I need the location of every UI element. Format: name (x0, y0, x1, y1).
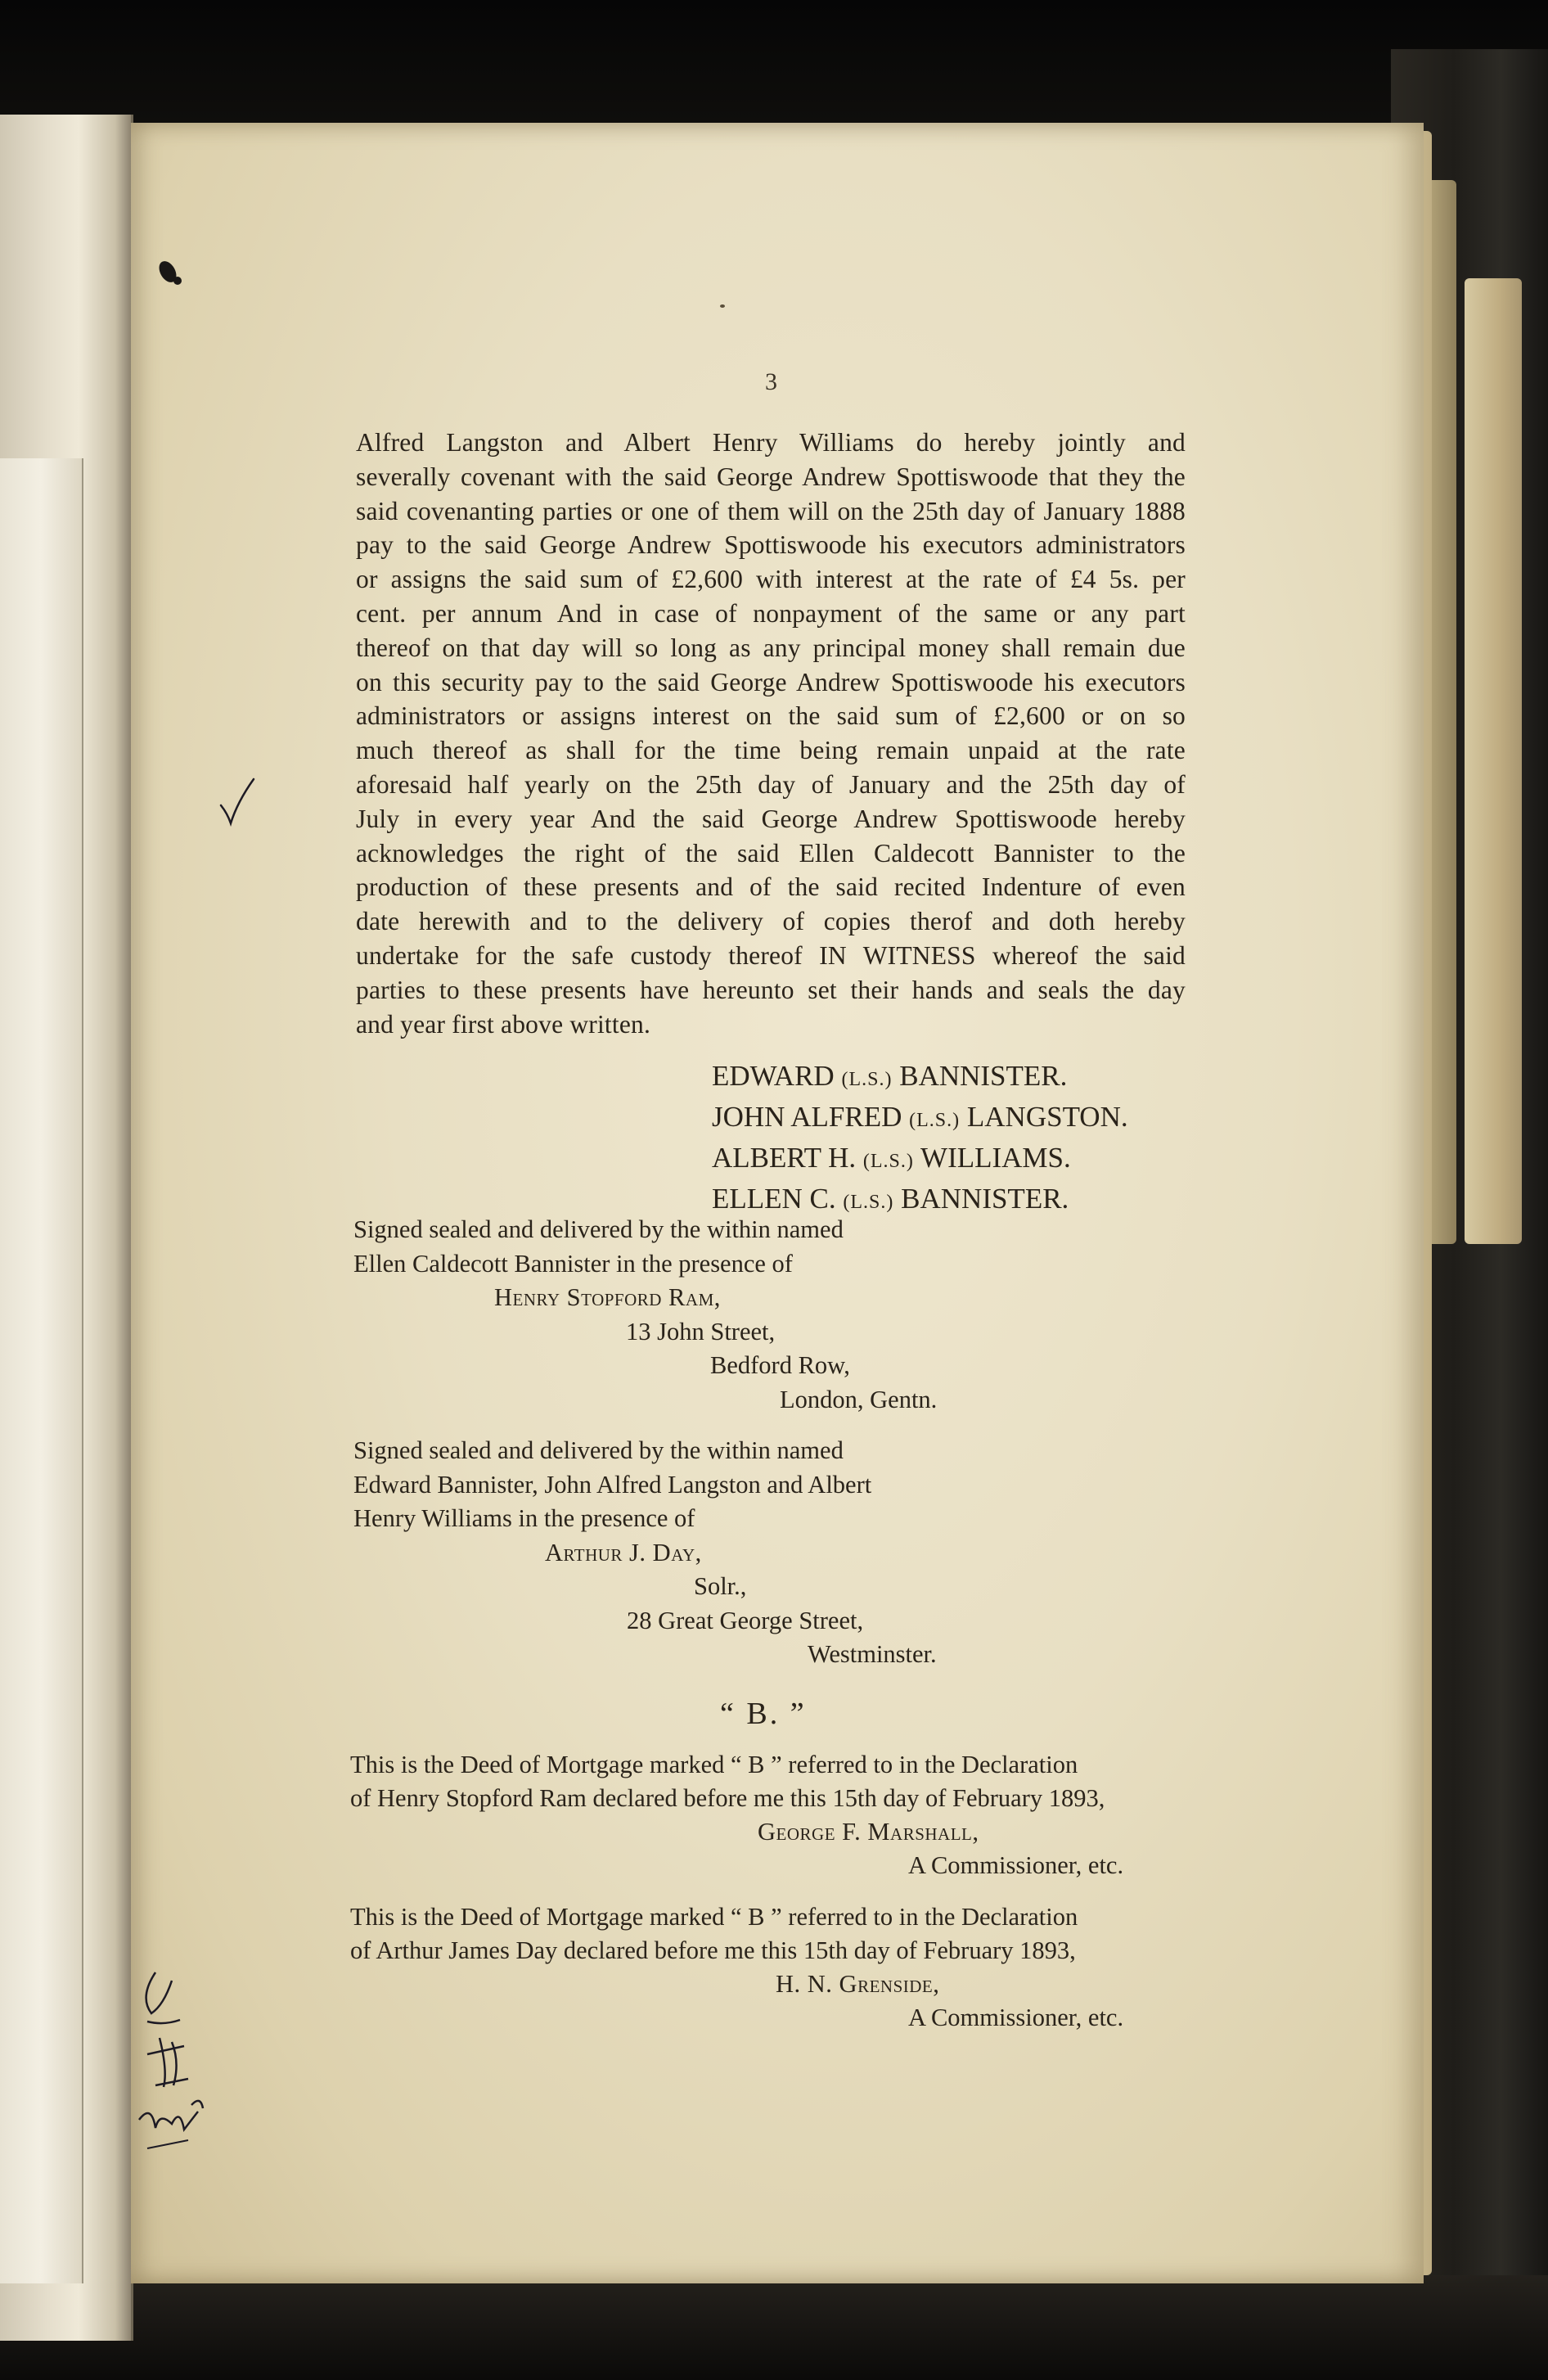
declaration-text: This is the Deed of Mortgage marked “ B ” referred to in the Declaration (350, 1751, 1078, 1778)
signatory-first: JOHN ALFRED (712, 1101, 902, 1133)
body-line: said covenanting parties or one of them will on the 25th day of January 1888 (356, 496, 1186, 525)
signatory-first: EDWARD (712, 1060, 835, 1092)
pen-annotation-icon (123, 1948, 213, 2161)
witness-address: London, Gentn. (780, 1385, 938, 1413)
body-line: aforesaid half yearly on the 25th day of January and the 25th day of (356, 769, 1186, 799)
witness-address: Solr., (694, 1572, 747, 1600)
seal-mark: (L.S.) (843, 1192, 894, 1213)
body-line: date herewith and to the delivery of copies therof and doth hereby (356, 907, 1186, 936)
signatory-last: LANGSTON. (966, 1101, 1128, 1133)
witness-address: 13 John Street, (626, 1317, 776, 1346)
page-number: 3 (765, 368, 777, 395)
witness-text: Edward Bannister, John Alfred Langston and Albert (353, 1470, 872, 1499)
commissioner-title: A Commissioner, etc. (908, 1851, 1124, 1879)
commissioner-name: George F. Marshall, (758, 1818, 979, 1846)
seal-mark: (L.S.) (862, 1151, 914, 1172)
witness-text: Henry Williams in the presence of (353, 1504, 695, 1532)
body-line: administrators or assigns interest on the said sum of £2,600 or on so (356, 701, 1186, 731)
signatory-last: BANNISTER. (899, 1060, 1068, 1092)
previous-leaf-fold (0, 458, 83, 2283)
witness-address: Bedford Row, (710, 1351, 850, 1379)
witness-text: Ellen Caldecott Bannister in the presence of (353, 1249, 793, 1278)
ink-dot (720, 304, 725, 308)
body-line: pay to the said George Andrew Spottiswoode his executors administrators (356, 530, 1186, 560)
body-line: acknowledges the right of the said Ellen Caldecott Bannister to the (356, 838, 1186, 868)
signatory-first: ALBERT H. (712, 1142, 857, 1174)
cover-top (0, 0, 1548, 123)
signatory-last: BANNISTER. (901, 1183, 1069, 1215)
exhibit-mark: “ B. ” (720, 1697, 807, 1731)
cover-bottom (0, 2275, 1548, 2380)
witness-clause-2 (353, 1434, 937, 1672)
page-edge-tabs (1465, 278, 1522, 1244)
body-line: severally covenant with the said George Andrew Spottiswoode that they the (356, 462, 1186, 491)
body-line: parties to these presents have hereunto set their hands and seals the day (356, 975, 1186, 1004)
declaration-1 (350, 1748, 1123, 1882)
declaration-2 (350, 1900, 1123, 2035)
witness-address: Westminster. (808, 1640, 937, 1668)
declaration-text: This is the Deed of Mortgage marked “ B ” referred to in the Declaration (350, 1903, 1078, 1931)
body-line: thereof on that day will so long as any principal money shall remain due (356, 633, 1186, 662)
signature-block (712, 1057, 1128, 1221)
body-line: cent. per annum And in case of nonpayment of the same or any part (356, 598, 1186, 628)
check-mark-icon (219, 778, 255, 827)
body-line: Alfred Langston and Albert Henry Williams do hereby jointly and (356, 428, 1186, 457)
body-line: and year first above written. (356, 1009, 651, 1039)
signature-line (712, 1139, 1128, 1180)
signatory-first: ELLEN C. (712, 1183, 836, 1215)
deed-body-text (356, 426, 1186, 1041)
witness-name: Henry Stopford Ram, (494, 1283, 721, 1311)
body-line: or assigns the said sum of £2,600 with interest at the rate of £4 5s. per (356, 565, 1186, 594)
body-line: July in every year And the said George Andrew Spottiswoode hereby (356, 804, 1186, 833)
witness-name: Arthur J. Day, (545, 1538, 702, 1566)
signature-line (712, 1057, 1128, 1098)
ink-blot-small (173, 277, 182, 285)
body-line: on this security pay to the said George Andrew Spottiswoode his executors (356, 667, 1186, 696)
commissioner-title: A Commissioner, etc. (908, 2004, 1124, 2031)
declaration-text: of Henry Stopford Ram declared before me this 15th day of February 1893, (350, 1784, 1105, 1812)
witness-clause-1 (353, 1213, 937, 1417)
signature-line (712, 1098, 1128, 1139)
seal-mark: (L.S.) (909, 1110, 961, 1131)
witness-address: 28 Great George Street, (627, 1606, 864, 1634)
commissioner-name: H. N. Grenside, (776, 1970, 940, 1998)
signatory-last: WILLIAMS. (920, 1142, 1071, 1174)
seal-mark: (L.S.) (841, 1069, 893, 1090)
body-line: much thereof as shall for the time being remain unpaid at the rate (356, 736, 1186, 765)
witness-text: Signed sealed and delivered by the within named (353, 1215, 844, 1243)
declaration-text: of Arthur James Day declared before me this 15th day of February 1893, (350, 1936, 1076, 1964)
body-line: production of these presents and of the said recited Indenture of even (356, 872, 1186, 902)
witness-text: Signed sealed and delivered by the within named (353, 1436, 844, 1464)
body-line: undertake for the safe custody thereof IN WITNESS whereof the said (356, 940, 1186, 970)
previous-leaf (0, 115, 133, 2341)
